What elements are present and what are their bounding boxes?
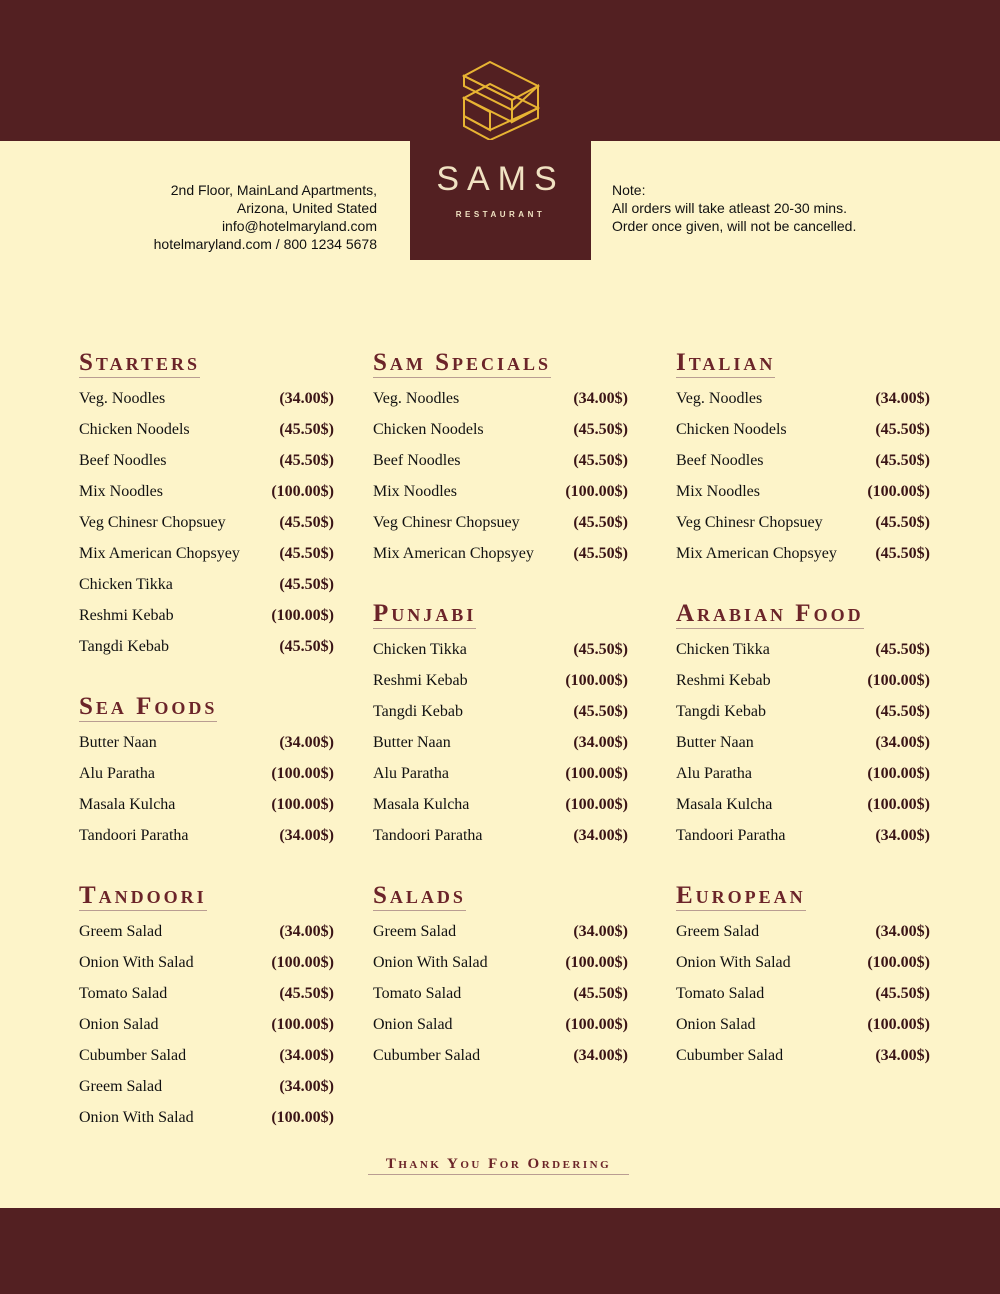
- note-line-1: All orders will take atleast 20-30 mins.: [612, 200, 847, 216]
- footer-band: [0, 1208, 1000, 1294]
- menu-item: [373, 421, 628, 452]
- menu-item-price: (100.00$): [565, 483, 628, 500]
- menu-item: [373, 765, 628, 796]
- address-line-2: Arizona, United Stated: [236, 200, 377, 216]
- menu-item: [676, 672, 930, 703]
- menu-item-price: (45.50$): [279, 421, 334, 438]
- email-link[interactable]: info@hotelmaryland.com: [221, 218, 377, 234]
- menu-item-price: (45.50$): [573, 545, 628, 562]
- menu-item-price: (34.00$): [279, 1078, 334, 1095]
- menu-item-price: (45.50$): [573, 452, 628, 469]
- menu-item: [79, 390, 334, 421]
- menu-item: [79, 827, 334, 858]
- menu-item-name: Tandoori Paratha: [676, 827, 786, 844]
- menu-item-name: Masala Kulcha: [79, 796, 176, 813]
- menu-item: [676, 1047, 930, 1078]
- menu-item: [79, 796, 334, 827]
- menu-item-name: Onion Salad: [676, 1016, 756, 1033]
- menu-item-price: (34.00$): [279, 1047, 334, 1064]
- menu-item: [373, 545, 628, 576]
- section-heading: Starters: [79, 349, 200, 376]
- menu-item-price: (34.00$): [875, 827, 930, 844]
- menu-item-name: Onion Salad: [79, 1016, 159, 1033]
- menu-item: [676, 796, 930, 827]
- menu-item: [79, 1016, 334, 1047]
- menu-item-price: (45.50$): [875, 545, 930, 562]
- menu-item-price: (100.00$): [867, 796, 930, 813]
- menu-item-price: (45.50$): [279, 576, 334, 593]
- menu-item-name: Reshmi Kebab: [79, 607, 174, 624]
- menu-item: [373, 390, 628, 421]
- menu-item-price: (34.00$): [573, 734, 628, 751]
- section-spacer: [373, 576, 628, 601]
- menu-section: [79, 694, 334, 858]
- menu-section: [373, 601, 628, 858]
- menu-item: [676, 514, 930, 545]
- section-heading: Sea Foods: [79, 693, 218, 720]
- menu-item-name: Chicken Noodels: [676, 421, 787, 438]
- menu-item-price: (100.00$): [565, 672, 628, 689]
- menu-item-price: (100.00$): [867, 1016, 930, 1033]
- menu-section: [79, 350, 334, 669]
- menu-item-price: (100.00$): [271, 954, 334, 971]
- menu-item-price: (100.00$): [271, 796, 334, 813]
- menu-item: [79, 452, 334, 483]
- menu-item-name: Onion With Salad: [373, 954, 488, 971]
- menu-item-name: Masala Kulcha: [676, 796, 773, 813]
- menu-item-name: Onion With Salad: [79, 954, 194, 971]
- menu-item-name: Mix American Chopsyey: [79, 545, 240, 562]
- menu-item-price: (45.50$): [875, 514, 930, 531]
- menu-item: [676, 1016, 930, 1047]
- menu-item-price: (45.50$): [279, 545, 334, 562]
- menu-item: [676, 985, 930, 1016]
- menu-item: [79, 1047, 334, 1078]
- menu-item-name: Veg Chinesr Chopsuey: [676, 514, 823, 531]
- menu-item-price: (45.50$): [279, 452, 334, 469]
- menu-item-name: Reshmi Kebab: [373, 672, 468, 689]
- order-note: [612, 181, 856, 235]
- menu-item: [676, 641, 930, 672]
- menu-item-name: Tangdi Kebab: [676, 703, 766, 720]
- menu-item-price: (45.50$): [875, 421, 930, 438]
- menu-item-price: (100.00$): [867, 954, 930, 971]
- section-spacer: [79, 669, 334, 694]
- brand-subtitle: RESTAURANT: [455, 210, 546, 219]
- menu-item-price: (100.00$): [867, 483, 930, 500]
- logo-block: [410, 0, 591, 260]
- menu-item-name: Tomato Salad: [676, 985, 765, 1002]
- section-spacer: [79, 858, 334, 883]
- menu-item-name: Mix Noodles: [79, 483, 163, 500]
- menu-item: [676, 827, 930, 858]
- menu-item-price: (100.00$): [867, 765, 930, 782]
- menu-item: [79, 985, 334, 1016]
- menu-item: [79, 545, 334, 576]
- menu-item: [373, 985, 628, 1016]
- menu-item-name: Mix Noodles: [373, 483, 457, 500]
- menu-item: [373, 796, 628, 827]
- menu-item-price: (45.50$): [279, 638, 334, 655]
- menu-item-price: (100.00$): [271, 1016, 334, 1033]
- menu-item-price: (100.00$): [271, 607, 334, 624]
- menu-item-price: (100.00$): [565, 796, 628, 813]
- menu-item-name: Chicken Tikka: [79, 576, 173, 593]
- menu-item-price: (100.00$): [565, 765, 628, 782]
- menu-item-name: Alu Paratha: [373, 765, 449, 782]
- menu-item-price: (34.00$): [279, 923, 334, 940]
- menu-item-name: Beef Noodles: [79, 452, 167, 469]
- menu-item-price: (45.50$): [573, 421, 628, 438]
- menu-item-name: Tomato Salad: [373, 985, 462, 1002]
- menu-item-name: Reshmi Kebab: [676, 672, 771, 689]
- menu-item-price: (34.00$): [279, 390, 334, 407]
- menu-item: [79, 1109, 334, 1140]
- website-phone[interactable]: hotelmaryland.com / 800 1234 5678: [153, 236, 377, 252]
- menu-item-name: Greem Salad: [79, 923, 163, 940]
- menu-item-price: (100.00$): [271, 1109, 334, 1126]
- menu-item: [676, 483, 930, 514]
- menu-item-name: Cubumber Salad: [676, 1047, 784, 1064]
- menu-item: [373, 672, 628, 703]
- menu-item-name: Greem Salad: [79, 1078, 163, 1095]
- menu-item-price: (45.50$): [573, 641, 628, 658]
- menu-column-2: [373, 350, 628, 1078]
- menu-item: [79, 765, 334, 796]
- menu-item: [373, 923, 628, 954]
- menu-item-price: (100.00$): [271, 765, 334, 782]
- menu-item-price: (100.00$): [565, 954, 628, 971]
- section-heading: Arabian Food: [676, 600, 864, 627]
- menu-item-name: Mix Noodles: [676, 483, 760, 500]
- menu-item-price: (34.00$): [573, 390, 628, 407]
- menu-item-name: Cubumber Salad: [373, 1047, 481, 1064]
- menu-section: [79, 883, 334, 1140]
- menu-item-name: Veg. Noodles: [79, 390, 166, 407]
- menu-item-price: (100.00$): [565, 1016, 628, 1033]
- menu-item: [373, 954, 628, 985]
- section-heading: European: [676, 882, 806, 909]
- menu-item: [373, 641, 628, 672]
- menu-item-name: Onion With Salad: [79, 1109, 194, 1126]
- menu-item-price: (45.50$): [875, 452, 930, 469]
- thank-you-footer: Thank You For Ordering: [368, 1156, 629, 1175]
- section-spacer: [373, 858, 628, 883]
- menu-item-name: Greem Salad: [373, 923, 457, 940]
- menu-item-name: Veg. Noodles: [373, 390, 460, 407]
- menu-item-name: Veg Chinesr Chopsuey: [373, 514, 520, 531]
- menu-item-price: (34.00$): [573, 1047, 628, 1064]
- menu-item: [373, 483, 628, 514]
- section-heading: Tandoori: [79, 882, 207, 909]
- menu-column-1: [79, 350, 334, 1140]
- menu-item: [79, 514, 334, 545]
- menu-item-price: (45.50$): [279, 514, 334, 531]
- menu-item: [676, 545, 930, 576]
- menu-item: [373, 514, 628, 545]
- menu-section: [676, 350, 930, 576]
- menu-item: [79, 734, 334, 765]
- menu-item: [373, 1016, 628, 1047]
- menu-item-price: (45.50$): [875, 641, 930, 658]
- menu-item-price: (45.50$): [279, 985, 334, 1002]
- menu-item-price: (45.50$): [875, 985, 930, 1002]
- menu-item-name: Chicken Noodels: [79, 421, 190, 438]
- menu-item-name: Tangdi Kebab: [79, 638, 169, 655]
- menu-item-name: Mix American Chopsyey: [373, 545, 534, 562]
- menu-item-name: Onion With Salad: [676, 954, 791, 971]
- menu-item-name: Masala Kulcha: [373, 796, 470, 813]
- menu-item-name: Chicken Noodels: [373, 421, 484, 438]
- menu-item-name: Tangdi Kebab: [373, 703, 463, 720]
- menu-item: [373, 1047, 628, 1078]
- menu-item-price: (45.50$): [573, 703, 628, 720]
- menu-item: [79, 607, 334, 638]
- menu-item: [373, 703, 628, 734]
- menu-item: [676, 954, 930, 985]
- section-heading: Sam Specials: [373, 349, 552, 376]
- menu-item: [79, 576, 334, 607]
- menu-item-price: (45.50$): [875, 703, 930, 720]
- note-title: Note:: [612, 182, 646, 198]
- menu-item-name: Butter Naan: [79, 734, 157, 751]
- menu-item-name: Beef Noodles: [676, 452, 764, 469]
- section-heading: Punjabi: [373, 600, 477, 627]
- menu-item-name: Beef Noodles: [373, 452, 461, 469]
- menu-item-price: (34.00$): [279, 734, 334, 751]
- menu-item-price: (34.00$): [875, 390, 930, 407]
- menu-item-price: (100.00$): [867, 672, 930, 689]
- menu-item: [79, 421, 334, 452]
- section-heading: Italian: [676, 349, 776, 376]
- section-spacer: [676, 576, 930, 601]
- menu-section: [373, 883, 628, 1078]
- menu-section: [373, 350, 628, 576]
- menu-item-name: Greem Salad: [676, 923, 760, 940]
- menu-item-name: Tandoori Paratha: [79, 827, 189, 844]
- menu-item-name: Tandoori Paratha: [373, 827, 483, 844]
- menu-item-name: Alu Paratha: [79, 765, 155, 782]
- menu-section: [676, 883, 930, 1078]
- menu-item-name: Veg. Noodles: [676, 390, 763, 407]
- menu-item-name: Onion Salad: [373, 1016, 453, 1033]
- menu-item-price: (34.00$): [279, 827, 334, 844]
- section-spacer: [676, 858, 930, 883]
- menu-item-price: (34.00$): [875, 734, 930, 751]
- menu-item-price: (45.50$): [573, 985, 628, 1002]
- menu-item: [79, 1078, 334, 1109]
- menu-item-name: Mix American Chopsyey: [676, 545, 837, 562]
- menu-item: [373, 827, 628, 858]
- menu-item: [79, 954, 334, 985]
- menu-item-name: Alu Paratha: [676, 765, 752, 782]
- menu-item-name: Butter Naan: [676, 734, 754, 751]
- menu-item: [676, 923, 930, 954]
- menu-item-price: (34.00$): [875, 923, 930, 940]
- menu-item-name: Veg Chinesr Chopsuey: [79, 514, 226, 531]
- menu-item: [676, 390, 930, 421]
- menu-item-price: (34.00$): [573, 827, 628, 844]
- section-heading: Salads: [373, 882, 466, 909]
- menu-item: [676, 765, 930, 796]
- menu-item-price: (34.00$): [573, 923, 628, 940]
- menu-item-price: (45.50$): [573, 514, 628, 531]
- menu-item-name: Cubumber Salad: [79, 1047, 187, 1064]
- menu-item-name: Chicken Tikka: [373, 641, 467, 658]
- menu-item: [676, 421, 930, 452]
- menu-item: [676, 452, 930, 483]
- menu-item-name: Tomato Salad: [79, 985, 168, 1002]
- menu-item-price: (34.00$): [875, 1047, 930, 1064]
- menu-item: [79, 923, 334, 954]
- menu-item: [79, 638, 334, 669]
- menu-item-price: (100.00$): [271, 483, 334, 500]
- menu-item-name: Butter Naan: [373, 734, 451, 751]
- menu-item: [79, 483, 334, 514]
- note-line-2: Order once given, will not be cancelled.: [612, 218, 857, 234]
- menu-item: [676, 734, 930, 765]
- contact-info: [154, 181, 377, 253]
- menu-item: [676, 703, 930, 734]
- menu-column-3: [676, 350, 930, 1078]
- menu-item: [373, 734, 628, 765]
- address-line-1: 2nd Floor, MainLand Apartments,: [170, 182, 377, 198]
- restaurant-logo-icon: [460, 60, 542, 140]
- menu-item: [373, 452, 628, 483]
- brand-name: SAMS: [436, 160, 565, 198]
- menu-item-name: Chicken Tikka: [676, 641, 770, 658]
- menu-section: [676, 601, 930, 858]
